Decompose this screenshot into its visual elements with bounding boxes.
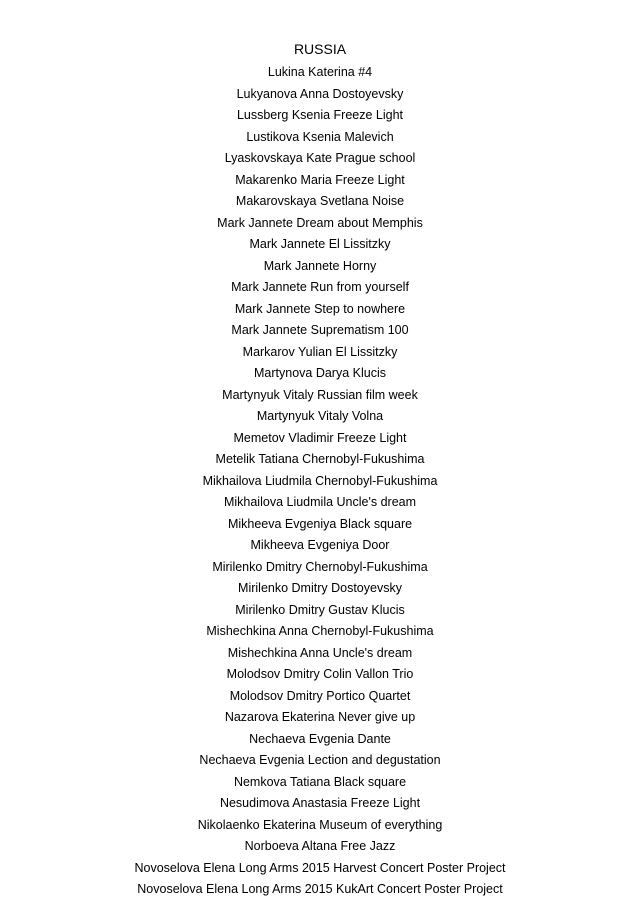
list-item: Mark Jannete Dream about Memphis bbox=[217, 215, 423, 230]
list-item: Mirilenko Dmitry Chernobyl-Fukushima bbox=[212, 559, 428, 574]
country-heading: RUSSIA bbox=[293, 41, 347, 57]
list-item: Mikhailova Liudmila Chernobyl-Fukushima bbox=[202, 473, 438, 488]
list-item: Metelik Tatiana Chernobyl-Fukushima bbox=[215, 452, 425, 466]
list-item: Mark Jannete El Lissitzky bbox=[249, 237, 391, 251]
list-item: Nechaeva Evgenia Lection and degustation bbox=[199, 753, 441, 767]
list-item: Makarenko Maria Freeze Light bbox=[235, 172, 405, 187]
list-item: Lussberg Ksenia Freeze Light bbox=[236, 108, 404, 122]
list-item: Mark Jannete Run from yourself bbox=[231, 280, 409, 294]
list-item: Lukina Katerina #4 bbox=[267, 65, 373, 79]
entry-list bbox=[0, 62, 640, 901]
list-item: Mikheeva Evgeniya Door bbox=[250, 538, 390, 552]
list-item: Mark Jannete Horny bbox=[263, 258, 377, 273]
list-item: Martynyuk Vitaly Volna bbox=[256, 409, 384, 423]
list-item: Novoselova Elena Long Arms 2015 Harvest Concert Poster Project bbox=[134, 860, 506, 875]
list-item: Nazarova Ekaterina Never give up bbox=[224, 710, 416, 724]
list-item: Mirilenko Dmitry Gustav Klucis bbox=[235, 602, 405, 617]
list-item: Lustikova Ksenia Malevich bbox=[246, 129, 394, 144]
list-item: Norboeva Altana Free Jazz bbox=[244, 839, 396, 853]
list-item: Nemkova Tatiana Black square bbox=[233, 774, 407, 789]
list-item: Mikhailova Liudmila Uncle's dream bbox=[223, 495, 417, 509]
list-item: Mikheeva Evgeniya Black square bbox=[227, 516, 413, 531]
list-item: Martynova Darya Klucis bbox=[254, 366, 386, 380]
list-item: Nikolaenko Ekaterina Museum of everything bbox=[197, 817, 443, 832]
list-item: Mishechkina Anna Uncle's dream bbox=[227, 645, 413, 660]
list-item: Mishechkina Anna Chernobyl-Fukushima bbox=[206, 624, 434, 638]
list-item: Memetov Vladimir Freeze Light bbox=[233, 430, 407, 445]
list-item: Mark Jannete Suprematism 100 bbox=[231, 323, 409, 337]
list-item: Markarov Yulian El Lissitzky bbox=[242, 344, 398, 359]
list-item: Mark Jannete Step to nowhere bbox=[234, 301, 406, 316]
list-item: Novoselova Elena Long Arms 2015 KukArt Concert Poster Project bbox=[137, 882, 503, 896]
list-item: Molodsov Dmitry Portico Quartet bbox=[229, 688, 411, 703]
list-item: Lukyanova Anna Dostoyevsky bbox=[236, 86, 404, 101]
list-item: Nesudimova Anastasia Freeze Light bbox=[219, 796, 421, 810]
list-item: Lyaskovskaya Kate Prague school bbox=[224, 151, 416, 165]
list-item: Nechaeva Evgenia Dante bbox=[249, 731, 391, 746]
list-item: Mirilenko Dmitry Dostoyevsky bbox=[238, 581, 402, 595]
list-item: Molodsov Dmitry Colin Vallon Trio bbox=[226, 667, 414, 681]
list-item: Martynyuk Vitaly Russian film week bbox=[222, 387, 418, 402]
list-item: Makarovskaya Svetlana Noise bbox=[235, 194, 405, 208]
